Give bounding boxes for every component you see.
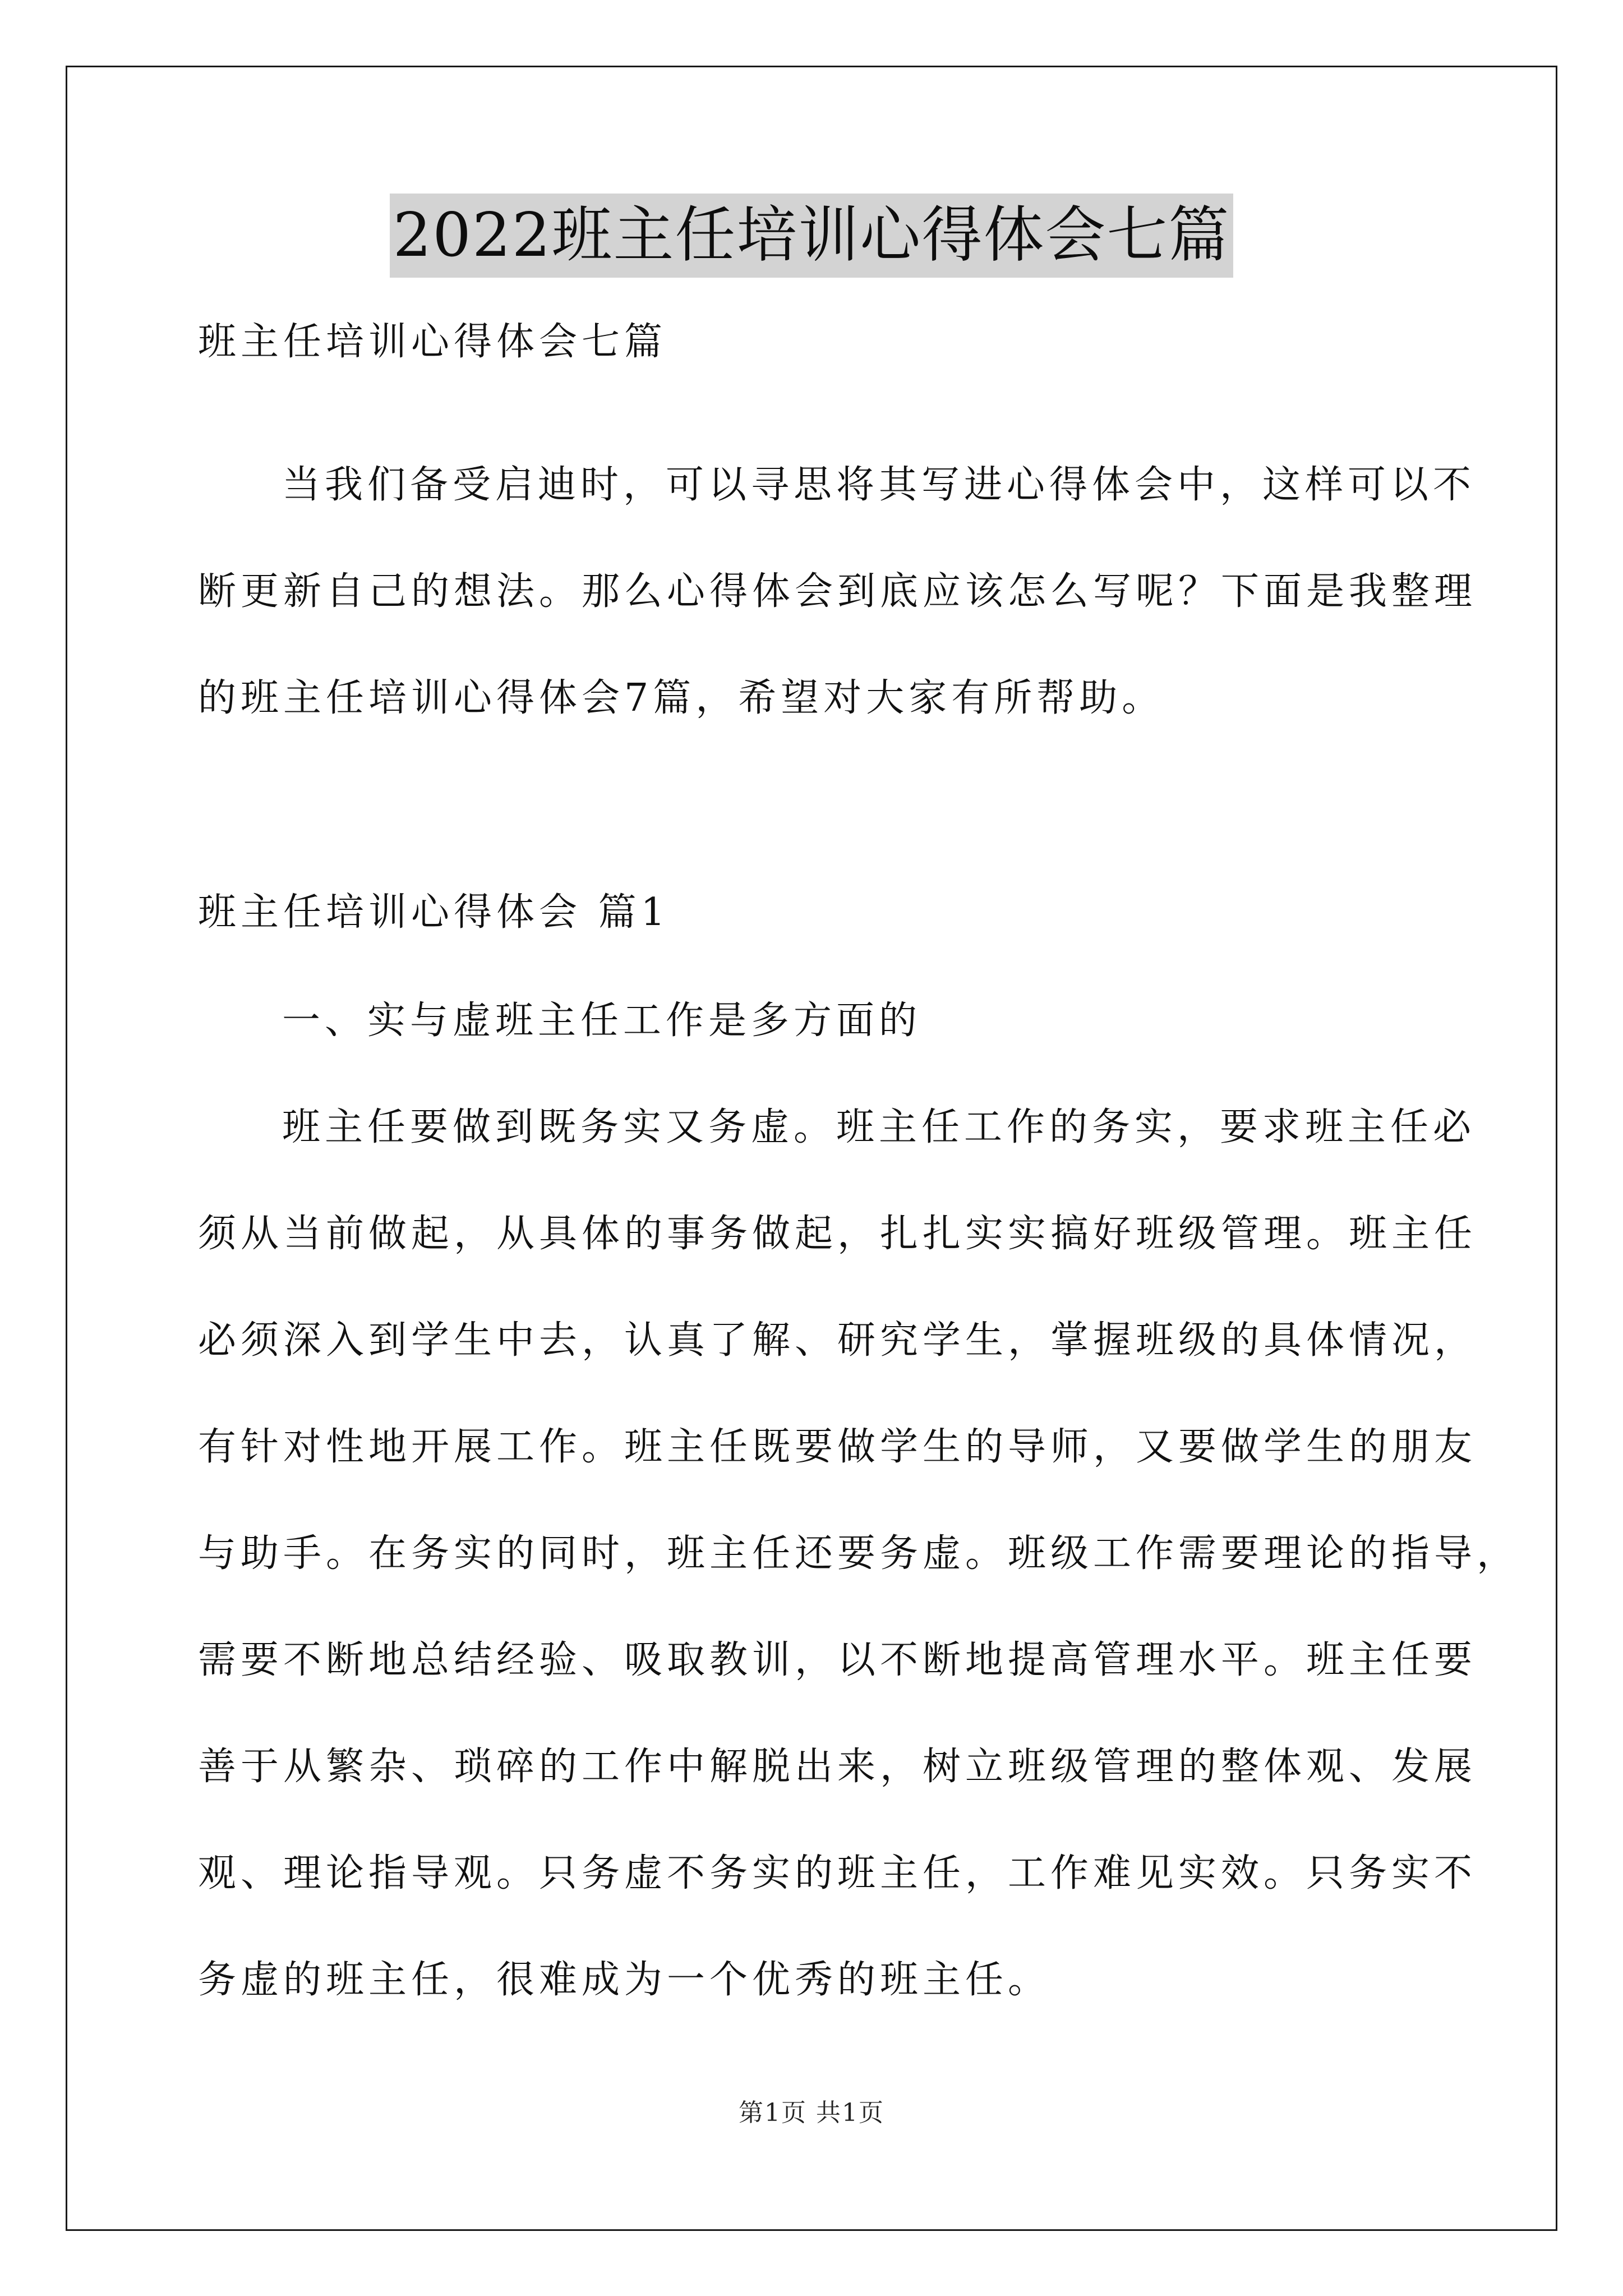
paragraph-line: 班主任要做到既务实又务虚。班主任工作的务实，要求班主任必 [282, 1105, 1476, 1149]
paragraph-line: 有针对性地开展工作。班主任既要做学生的导师，又要做学生的朋友 [198, 1425, 1477, 1469]
section-heading: 班主任培训心得体会 篇1 [198, 890, 670, 935]
document-title: 2022班主任培训心得体会七篇 [390, 194, 1234, 278]
intro-line: 断更新自己的想法。那么心得体会到底应该怎么写呢？下面是我整理 [198, 569, 1477, 614]
paragraph-line: 必须深入到学生中去，认真了解、研究学生，掌握班级的具体情况， [198, 1318, 1477, 1363]
paragraph-line: 善于从繁杂、琐碎的工作中解脱出来，树立班级管理的整体观、发展 [198, 1745, 1477, 1789]
paragraph-line: 务虚的班主任，很难成为一个优秀的班主任。 [198, 1958, 1051, 2002]
intro-line: 当我们备受启迪时，可以寻思将其写进心得体会中，这样可以不 [282, 463, 1476, 507]
point-heading: 一、实与虚班主任工作是多方面的 [282, 999, 922, 1043]
document-subtitle: 班主任培训心得体会七篇 [198, 320, 667, 364]
title-container [0, 194, 1623, 278]
paragraph-line: 与助手。在务实的同时，班主任还要务虚。班级工作需要理论的指导， [198, 1531, 1520, 1576]
paragraph-line: 须从当前做起，从具体的事务做起，扎扎实实搞好班级管理。班主任 [198, 1212, 1477, 1256]
page-footer: 第1页 共1页 [739, 2099, 884, 2127]
intro-line: 的班主任培训心得体会7篇，希望对大家有所帮助。 [198, 676, 1165, 720]
paragraph-line: 需要不断地总结经验、吸取教训，以不断地提高管理水平。班主任要 [198, 1638, 1477, 1682]
paragraph-line: 观、理论指导观。只务虚不务实的班主任，工作难见实效。只务实不 [198, 1851, 1477, 1895]
